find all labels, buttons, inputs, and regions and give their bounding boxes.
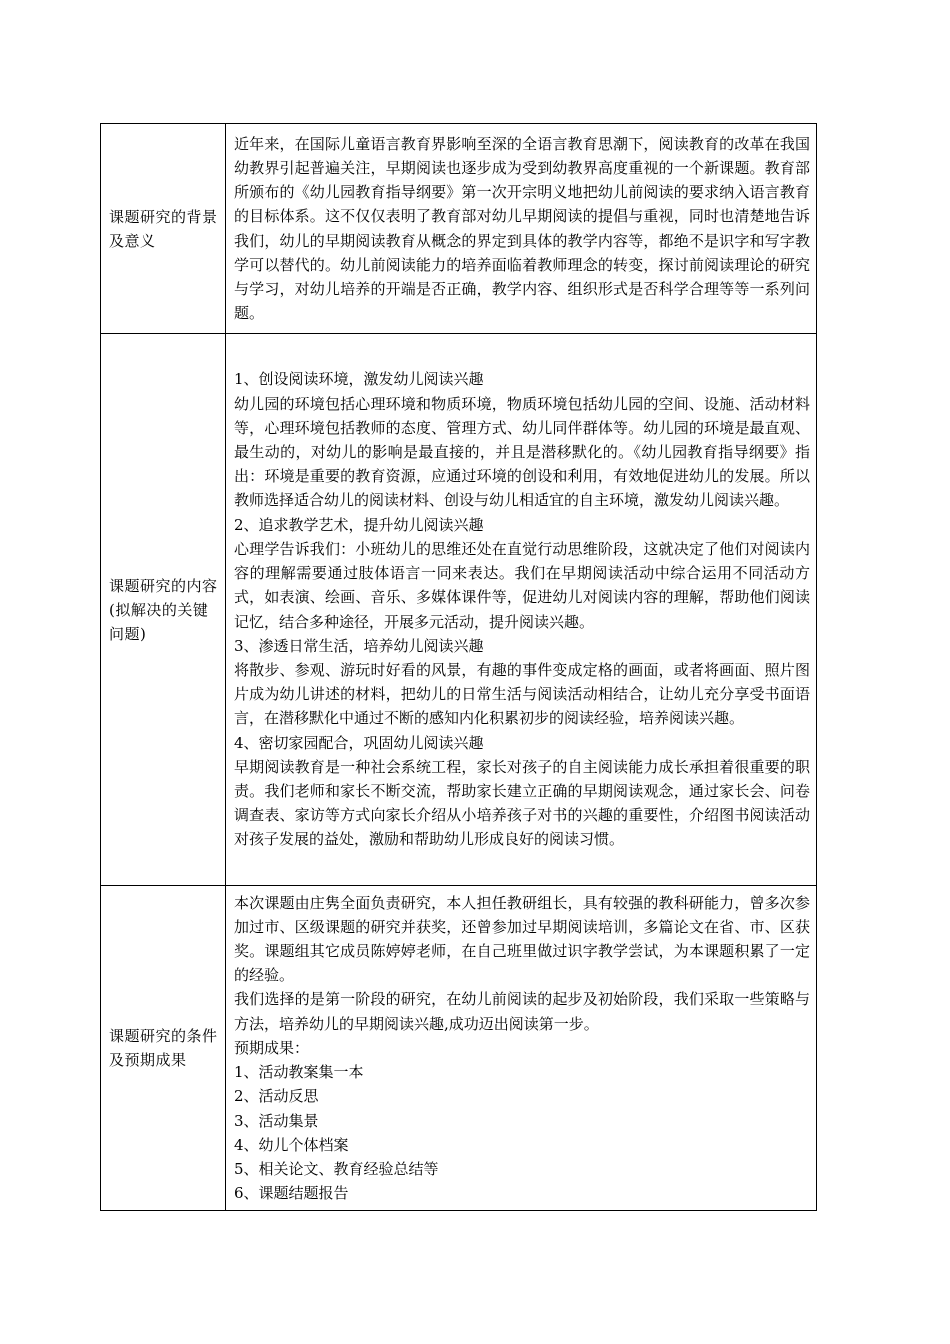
paragraph: 我们选择的是第一阶段的研究，在幼儿前阅读的起步及初始阶段，我们采取一些策略与方法，培养幼儿的早期阅读兴趣,成功迈出阅读第一步。 [234,990,810,1033]
list-item: 6、课题结题报告 [234,1184,349,1203]
paragraph: 心理学告诉我们：小班幼儿的思维还处在直觉行动思维阶段，这就决定了他们对阅读内容的理解需要通过肢体语言一同来表达。我们在早期阅读活动中综合运用不同活动方式，如表演、绘画、音乐、多媒体课件等，促进幼儿对阅读内容的理解，帮助他们阅读记忆，结合多种途径，开展多元活动，提升阅读兴趣。 [234,539,810,631]
section-heading: 1、创设阅读环境，激发幼儿阅读兴趣 [234,370,484,389]
paragraph: 幼儿园的环境包括心理环境和物质环境，物质环境包括幼儿园的空间、设施、活动材料等，心理环境包括教师的态度、管理方式、幼儿同伴群体等。幼儿园的环境是最直观、最生动的，对幼儿的影响是最直接的，并且是潜移默化的。《幼儿园教育指导纲要》指出：环境是重要的教育资源，应通过环境的创设和利用，有效地促进幼儿的发展。所以教师选择适合幼儿的阅读材料、创设与幼儿相适宜的自主环境，激发幼儿阅读兴趣。 [234,394,810,510]
row-content-conditions [226,886,817,1211]
section-heading: 2、追求教学艺术，提升幼儿阅读兴趣 [234,515,484,534]
paragraph: 本次课题由庄隽全面负责研究，本人担任教研组长，具有较强的教科研能力，曾多次参加过市、区级课题的研究并获奖，还曾参加过早期阅读培训，多篇论文在省、市、区获奖。课题组其它成员陈婷婷老师，在自己班里做过识字教学尝试，为本课题积累了一定的经验。 [234,893,810,985]
list-item: 5、相关论文、教育经验总结等 [234,1159,439,1178]
list-item: 1、活动教案集一本 [234,1063,364,1082]
list-item: 3、活动集景 [234,1111,319,1130]
paragraph: 早期阅读教育是一种社会系统工程，家长对孩子的自主阅读能力成长承担着很重要的职责。我们老师和家长不断交流，帮助家长建立正确的早期阅读观念，通过家长会、问卷调查表、家访等方式向家长介绍从小培养孩子对书的兴趣的重要性，介绍图书阅读活动对孩子发展的益处，激励和帮助幼儿形成良好的阅读习惯。 [234,757,810,849]
paragraph: 将散步、参观、游玩时好看的风景，有趣的事件变成定格的画面，或者将画面、照片图片成为幼儿讲述的材料，把幼儿的日常生活与阅读活动相结合，让幼儿充分享受书面语言，在潜移默化中通过不断的感知内化积累初步的阅读经验，培养阅读兴趣。 [234,660,810,728]
row-label-content: 课题研究的内容(拟解决的关键问题) [101,334,226,886]
row-label-background: 课题研究的背景及意义 [101,124,226,334]
section-heading: 3、渗透日常生活，培养幼儿阅读兴趣 [234,636,484,655]
row-content-background [226,124,817,334]
table-row-conditions [101,886,817,1211]
list-item: 2、活动反思 [234,1087,319,1106]
section-heading: 4、密切家园配合，巩固幼儿阅读兴趣 [234,733,484,752]
paragraph: 预期成果： [234,1038,310,1057]
list-item: 4、幼儿个体档案 [234,1135,349,1154]
table-row-background [101,124,817,334]
table-row-content [101,334,817,886]
row-content-content [226,334,817,886]
research-table [100,123,817,1211]
paragraph: 近年来，在国际儿童语言教育界影响至深的全语言教育思潮下，阅读教育的改革在我国幼教界引起普遍关注，早期阅读也逐步成为受到幼教界高度重视的一个新课题。教育部所颁布的《幼儿园教育指导纲要》第一次开宗明义地把幼儿前阅读的要求纳入语言教育的目标体系。这不仅仅表明了教育部对幼儿早期阅读的提倡与重视，同时也清楚地告诉我们，幼儿的早期阅读教育从概念的界定到具体的教学内容等，都绝不是识字和写字教学可以替代的。幼儿前阅读能力的培养面临着教师理念的转变，探讨前阅读理论的研究与学习，对幼儿培养的开端是否正确，教学内容、组织形式是否科学合理等等一系列问题。 [234,134,810,323]
row-label-conditions: 课题研究的条件及预期成果 [101,886,226,1211]
